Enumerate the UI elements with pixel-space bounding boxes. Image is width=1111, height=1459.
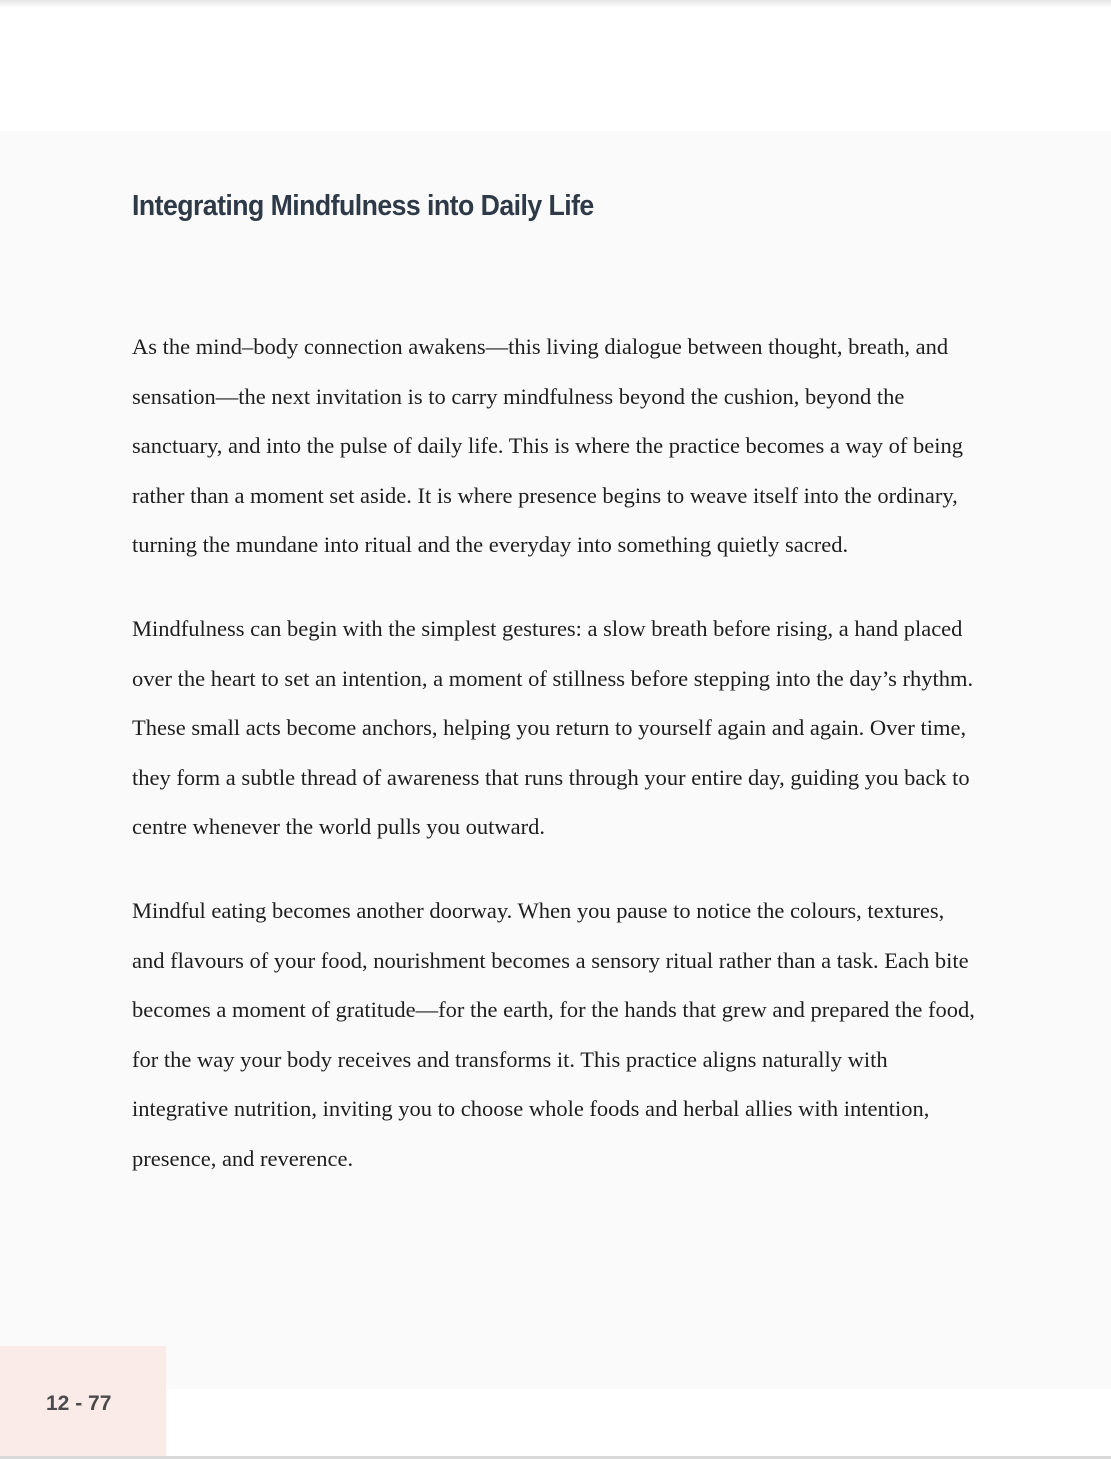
page-title: Integrating Mindfulness into Daily Life (132, 190, 594, 222)
paragraph-1: As the mind–body connection awakens—this living dialogue between thought, breath, and sensation—the next invitation is to carry mindfulness beyond the cushion, beyond the sanctuary, and into the pulse of daily life. This is where the practice becomes a way of being rather than a moment set aside. It is where presence begins to weave itself into the ordinary, turning the mundane into ritual and the everyday into something quietly sacred. (132, 334, 963, 558)
paragraph-3: Mindful eating becomes another doorway. When you pause to notice the colours, textures, and flavours of your food, nourishment becomes a sensory ritual rather than a task. Each bite becomes a moment of gratitude—for the earth, for the hands that grew and prepared the food, for the way your body receives and transforms it. This practice aligns naturally with integrative nutrition, inviting you to choose whole foods and herbal allies with intention, presence, and reverence. (132, 897, 975, 1171)
body-text (132, 322, 982, 1218)
page-number: 12 - 77 (46, 1392, 112, 1415)
top-edge-shadow (0, 0, 1111, 8)
paragraph-2: Mindfulness can begin with the simplest gestures: a slow breath before rising, a hand placed over the heart to set an intention, a moment of stillness before stepping into the day’s rhythm. These small acts become anchors, helping you return to yourself again and again. Over time, they form a subtle thread of awareness that runs through your entire day, guiding you back to centre whenever the world pulls you outward. (132, 615, 974, 840)
